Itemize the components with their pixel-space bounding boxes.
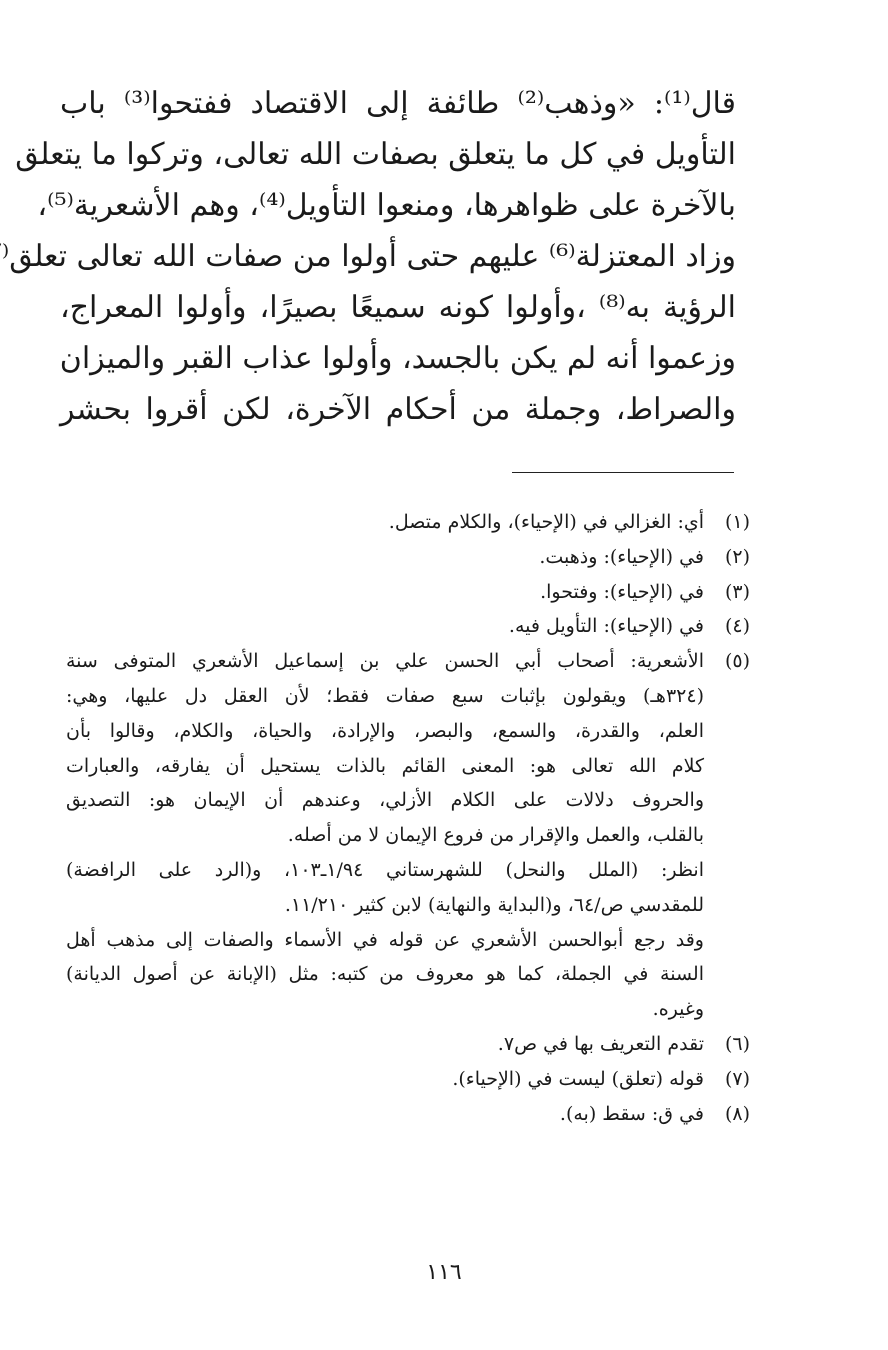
footnote-number: (٨) bbox=[724, 1102, 750, 1125]
footnote-separator bbox=[512, 472, 734, 473]
footnote-text-line: السنة في الجملة، كما هو معروف من كتبه: مثل (الإبانة عن أصول الديانة) bbox=[66, 963, 704, 986]
footnote-text-line: الأشعرية: أصحاب أبي الحسن علي بن إسماعيل الأشعري المتوفى سنة bbox=[66, 650, 704, 673]
footnote-text: أي: الغزالي في (الإحياء)، والكلام متصل. bbox=[388, 511, 704, 533]
footnote-4 bbox=[66, 609, 750, 644]
footnote-2 bbox=[66, 540, 750, 575]
footnote-number: (١) bbox=[724, 511, 750, 533]
footnote-text-line: وغيره. bbox=[652, 998, 704, 1021]
footnote-3 bbox=[66, 575, 750, 610]
main-text-line: قال⁽¹⁾: «وذهب⁽²⁾ طائفة إلى الاقتصاد ففتحوا⁽³⁾ باب bbox=[60, 86, 737, 121]
footnotes bbox=[66, 505, 750, 1131]
main-text-block bbox=[1, 78, 737, 435]
footnote-6 bbox=[66, 1027, 750, 1062]
footnote-number: (٥) bbox=[724, 650, 750, 673]
footnote-text-line: كلام الله تعالى هو: المعنى القائم بالذات يستحيل أن يفارقه، والعبارات bbox=[66, 754, 704, 777]
footnote-text-line: بالقلب، والعمل والإقرار من فروع الإيمان لا من أصله. bbox=[287, 824, 704, 847]
footnote-text-line: والحروف دلالات على الكلام الأزلي، وعندهم أن الإيمان هو: التصديق bbox=[66, 789, 704, 812]
footnote-8 bbox=[66, 1097, 750, 1132]
footnote-number: (٧) bbox=[724, 1067, 750, 1090]
main-text-line: الرؤية به⁽⁸⁾ ،وأولوا كونه سميعًا بصيرًا، وأولوا المعراج، bbox=[60, 290, 736, 325]
footnote-text-line: للمقدسي ص/٦٤، و(البداية والنهاية) لابن كثير ١١/٢١٠. bbox=[284, 893, 704, 916]
footnote-5 bbox=[66, 644, 750, 1027]
main-text-line: وزعموا أنه لم يكن بالجسد، وأولوا عذاب القبر والميزان bbox=[59, 341, 736, 376]
footnote-text-line: وقد رجع أبوالحسن الأشعري عن قوله في الأسماء والصفات إلى مذهب أهل bbox=[66, 928, 704, 951]
footnote-number: (٢) bbox=[724, 545, 750, 568]
footnote-text: في (الإحياء): التأويل فيه. bbox=[508, 615, 704, 638]
footnote-text-line: انظر: (الملل والنحل) للشهرستاني ١/٩٤ـ١٠٣، و(الرد على الرافضة) bbox=[66, 858, 704, 881]
main-text-line: وزاد المعتزلة⁽⁶⁾ عليهم حتى أولوا من صفات الله تعالى تعلق⁽ bbox=[1, 239, 736, 274]
main-text-line: والصراط، وجملة من أحكام الآخرة، لكن أقروا بحشر bbox=[60, 392, 736, 427]
page-number: ١١٦ bbox=[426, 1260, 462, 1285]
footnote-number: (٦) bbox=[724, 1032, 750, 1055]
footnote-number: (٣) bbox=[724, 580, 750, 603]
footnote-text-line: (٣٢٤هـ) ويقولون بإثبات سبع صفات فقط؛ لأن العقل دل عليها، وهي: bbox=[66, 684, 704, 707]
footnote-text-line: العلم، والقدرة، والسمع، والبصر، والإرادة، والحياة، والكلام، وقالوا بأن bbox=[66, 719, 704, 742]
footnote-1 bbox=[66, 505, 750, 540]
footnote-number: (٤) bbox=[724, 615, 750, 638]
footnote-text: في (الإحياء): وفتحوا. bbox=[540, 580, 704, 603]
footnote-text: في ق: سقط (به). bbox=[559, 1102, 704, 1125]
footnote-7 bbox=[66, 1062, 750, 1097]
footnote-text: تقدم التعريف بها في ص٧. bbox=[497, 1032, 704, 1055]
main-text-line: بالآخرة على ظواهرها، ومنعوا التأويل⁽⁴⁾، وهم الأشعرية⁽⁵⁾، bbox=[37, 188, 736, 223]
footnote-text: قوله (تعلق) ليست في (الإحياء). bbox=[452, 1067, 704, 1090]
main-text-line: التأويل في كل ما يتعلق بصفات الله تعالى، وتركوا ما يتعلق bbox=[15, 137, 736, 172]
footnote-text: في (الإحياء): وذهبت. bbox=[539, 545, 704, 568]
